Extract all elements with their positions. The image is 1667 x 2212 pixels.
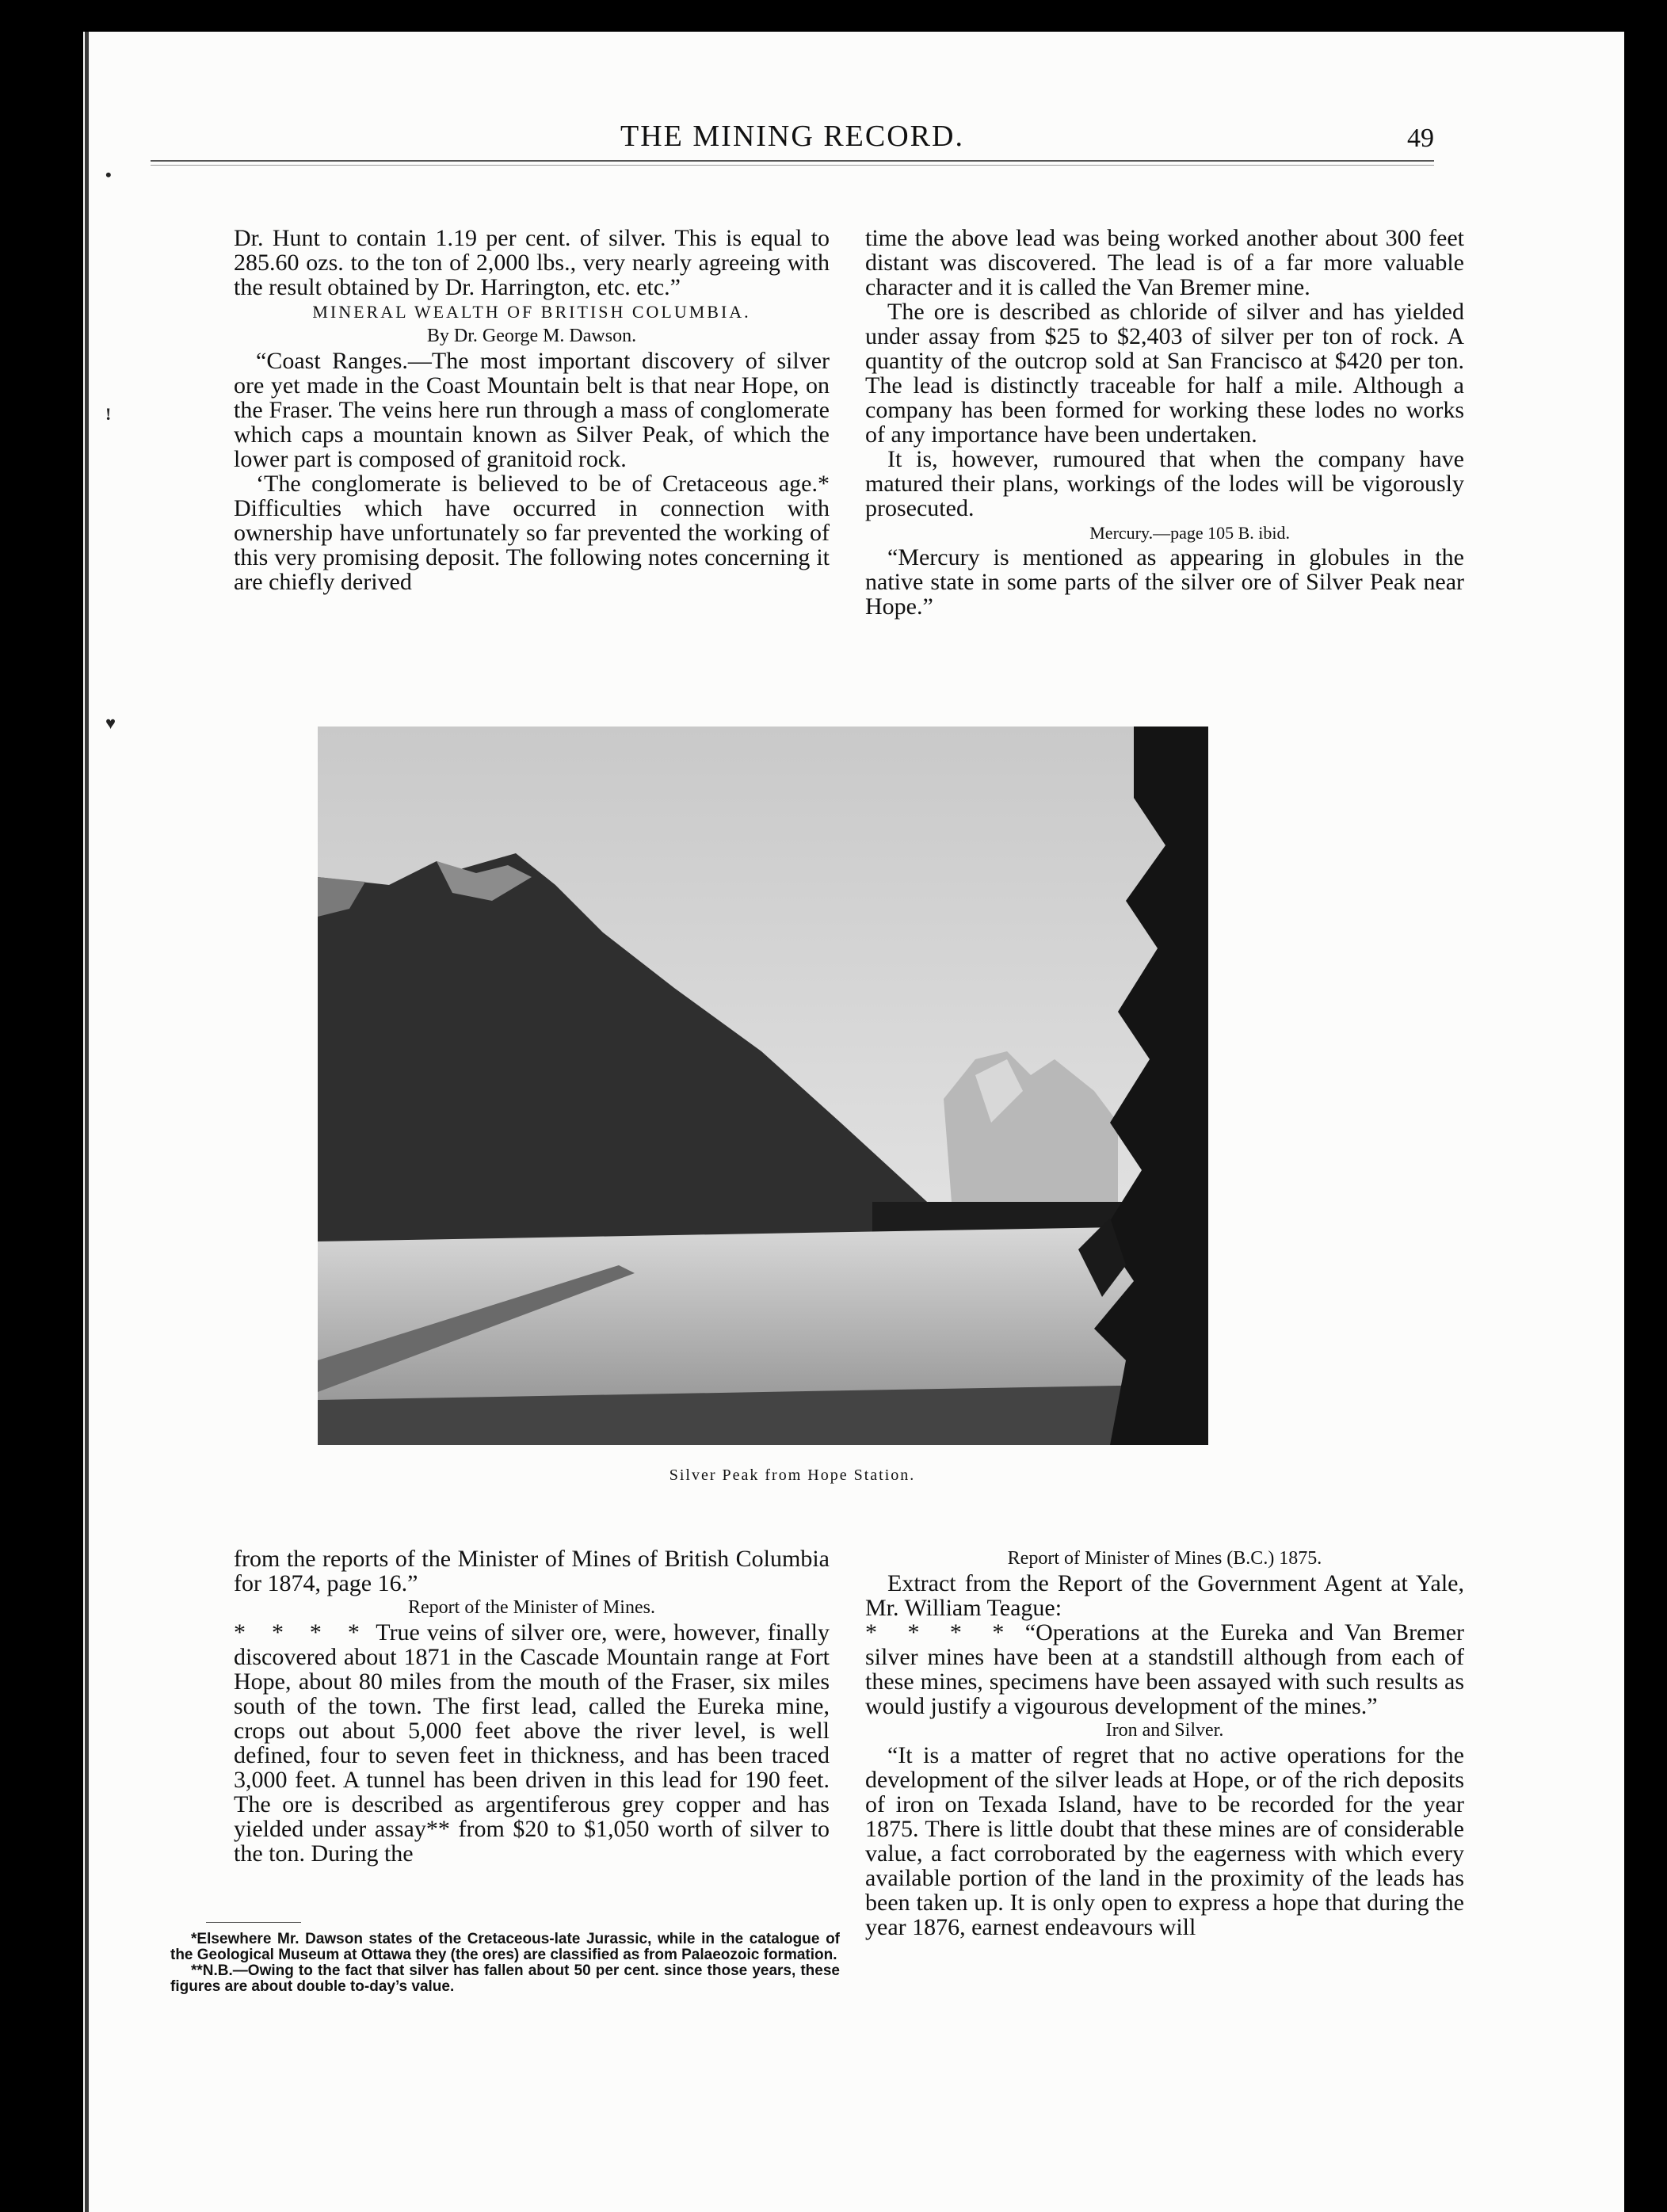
paragraph: ‘The conglomerate is believed to be of Cretaceous age.* Difficulties which have occurred in connection with ownership have unfortunately so far prevented the working of this very promising deposit. The following notes concerning it are chiefly derived: [234, 471, 830, 595]
page-number: 49: [1407, 124, 1434, 153]
paragraph: It is, however, rumoured that when the company have matured their plans, workings of the lodes will be vigorously prosecuted.: [865, 446, 1464, 521]
margin-mark: !: [105, 404, 112, 424]
column-bottom-right: [865, 1546, 1464, 1939]
attribution: Mercury.—page 105 B. ibid.: [1089, 523, 1290, 543]
paragraph-text: “Operations at the Eureka and Van Bremer silver mines have been at a standstill although from each of these mines, specimens have been assayed with such results as would justify a vigourous development of the mines.”: [865, 1619, 1465, 1719]
section-heading: MINERAL WEALTH OF BRITISH COLUMBIA.: [312, 302, 751, 322]
ellipsis-stars: * * * *: [865, 1619, 1014, 1646]
paragraph: [234, 1620, 830, 1866]
header-rule: [151, 160, 1434, 162]
paragraph-text: True veins of silver ore, were, however, finally discovered about 1871 in the Cascade Mountain range at Fort Hope, about 80 miles from the mouth of the Fraser, six miles south of the town. The first lead, called the Eureka mine, crops out about 5,000 feet above the river level, is well defined, four to seven feet in thickness, and has been traced 3,000 feet. A tunnel has been driven in this lead for 190 feet. The ore is described as argentiferous grey copper and has yielded under assay** from $20 to $1,050 worth of silver to the ton. During the: [234, 1619, 830, 1867]
paragraph: The ore is described as chloride of silver and has yielded under assay from $25 to $2,403 of silver per ton of rock. A quantity of the outcrop sold at San Francisco at $420 per ton. The lead is distinctly traceable for half a mile. Although a company has been formed for working these lodes no works of any importance have been undertaken.: [865, 299, 1464, 448]
header-rule: [151, 165, 1434, 166]
column-top-right: [865, 226, 1464, 619]
photo-illustration: [318, 727, 1208, 1445]
ellipsis-stars: * * * *: [234, 1619, 369, 1646]
paragraph: Extract from the Report of the Government Agent at Yale, Mr. William Teague:: [865, 1570, 1464, 1621]
footnote: *Elsewhere Mr. Dawson states of the Cretaceous-late Jurassic, while in the catalogue of the Geological Museum at Ottawa they (the ores) are classified as from Palaeozoic formation.: [170, 1931, 840, 1963]
paragraph: time the above lead was being worked another about 300 feet distant was discovered. The lead is of a far more valuable character and it is called the Van Bremer mine.: [865, 225, 1464, 300]
paragraph: “Mercury is mentioned as appearing in globules in the native state in some parts of the silver ore of Silver Peak near Hope.”: [865, 544, 1464, 620]
column-bottom-left: [234, 1546, 830, 1866]
paragraph: Dr. Hunt to contain 1.19 per cent. of silver. This is equal to 285.60 ozs. to the ton of 2,000 lbs., very nearly agreeing with the result obtained by Dr. Harrington, etc. etc.”: [234, 225, 830, 300]
section-subheading: Iron and Silver.: [1105, 1720, 1224, 1741]
photograph-silver-peak: [318, 727, 1208, 1445]
paragraph: “It is a matter of regret that no active operations for the development of the silver leads at Hope, or of the rich deposits of iron on Texada Island, have to be recorded for the year 1875. There is little doubt that these mines are of considerable value, a fact corroborated by the eagerness with which every available portion of the land in the proximity of the leads has been taken up. It is only open to express a hope that during the year 1876, earnest endeavours will: [865, 1742, 1464, 1940]
figure-caption: Silver Peak from Hope Station.: [669, 1466, 916, 1484]
paragraph: “Coast Ranges.—The most important discovery of silver ore yet made in the Coast Mountain belt is that near Hope, on the Fraser. The veins here run through a mass of conglomerate which caps a mountain known as Silver Peak, of which the lower part is composed of granitoid rock.: [234, 348, 830, 472]
footnotes: [170, 1932, 840, 1995]
section-subheading: Report of the Minister of Mines.: [408, 1597, 655, 1618]
footnote-rule: [206, 1922, 301, 1923]
running-title: THE MINING RECORD.: [620, 120, 964, 153]
paragraph: [865, 1620, 1464, 1718]
margin-mark: ♥: [105, 713, 116, 733]
column-top-left: [234, 226, 830, 594]
page-header: [151, 119, 1434, 166]
binding-edge: [85, 32, 89, 2212]
byline: By Dr. George M. Dawson.: [426, 326, 637, 346]
margin-mark: •: [105, 165, 112, 185]
footnote: **N.B.—Owing to the fact that silver has fallen about 50 per cent. since those years, these figures are about double to-day’s value.: [170, 1962, 840, 1995]
paragraph: from the reports of the Minister of Mines of British Columbia for 1874, page 16.”: [234, 1546, 830, 1596]
section-subheading: Report of Minister of Mines (B.C.) 1875.: [1007, 1548, 1322, 1569]
